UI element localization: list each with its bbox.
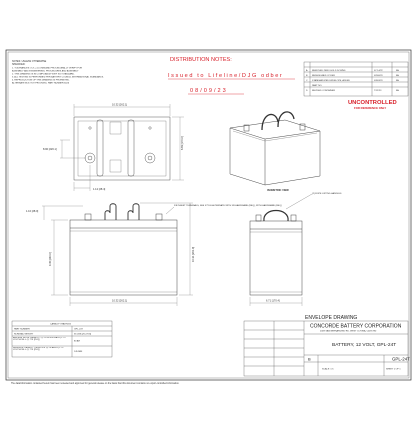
rev-desc: REDESIGNED COVER [312, 74, 335, 77]
note-line: 4. REPRODUCTION OF THIS DRAWING IS PROHIBITED. [12, 79, 70, 82]
sheet-size: B [308, 356, 311, 362]
dim-top-inner: 8.90 [226.1] [43, 148, 57, 151]
handle-slot [97, 120, 103, 176]
sheet-number: SHEET 1 OF 1 [386, 368, 401, 371]
rev-letter: C [306, 79, 308, 82]
front-view [70, 204, 177, 295]
drawing-scale: SCALE: 1:5 [322, 368, 334, 371]
rev-desc: PART NO. [312, 84, 323, 87]
capacity-label: AMPERE HOUR CAPACITY @ 20 HOUR RATE (1.75 VOLTS/CELL @ 77F [25C]) [13, 336, 66, 342]
revision-rows [306, 69, 399, 92]
dim-top-depth: 6.69 [170.0] [181, 136, 184, 150]
capacity-value: GPL-24T [74, 328, 83, 331]
side-handle [264, 211, 288, 222]
callout-terminal: 3/8 INSERT TERMINALS, SEE STYLE ALTERNATE WITH 3/8 HARDWARE (REQ), WITH HARDWARE (REQ) [174, 205, 282, 207]
front-terminal [156, 214, 162, 220]
iso-handle [278, 112, 294, 127]
dim-top-offset: 1.12 [28.4] [93, 188, 106, 191]
product-title: BATTERY, 12 VOLT, GPL-24T [332, 343, 397, 348]
rev-date: 02/06/23 [374, 74, 383, 77]
capacity-label: PART NUMBER [14, 328, 30, 331]
rev-date: 03/03/23 [374, 79, 383, 82]
isometric-view [230, 112, 320, 185]
company-name: CONCORDE BATTERY CORPORATION [310, 323, 402, 330]
drawing-number: GPL-24T [392, 356, 410, 362]
capacity-value: 80 AH [74, 340, 80, 343]
capacity-value: 145 MIN [74, 351, 83, 353]
rev-letter: B [306, 74, 308, 77]
rev-letter: A [306, 69, 308, 72]
terminal-post [145, 153, 155, 163]
note-line: 1. TOLERANCES: X.X = ±0.5 MM AND PROCEDURALLY VERIFY FOR [12, 67, 82, 70]
rev-date: 7/12/23 [374, 89, 382, 92]
note-line: ASSEMBLY AND ENGINEERING, PROCEDURES AND ASSEMBLY [12, 70, 79, 73]
note-line: 3. ALL TESTING IS PERFORMED PER BATTERY COUNCIL INTERNATIONAL STANDARDS. [12, 76, 104, 79]
envelope-label: ENVELOPE DRAWING [305, 315, 358, 321]
uncontrolled-title: UNCONTROLLED [348, 100, 397, 106]
rev-desc: REMOVED ZERO HOLD DOWNS [312, 69, 346, 72]
notes-header: NOTES: UNLESS OTHERWISE [12, 60, 47, 63]
distribution-notes [168, 57, 295, 94]
front-terminal [85, 214, 91, 220]
notes-specified: SPECIFIED: [12, 63, 26, 66]
note-line: 2. THIS DRAWING IS IN COMPLIANCE WITH ISO STANDARD. [12, 73, 75, 76]
rev-desc: REVISED CONTAINER [312, 89, 335, 92]
terminal-post [85, 153, 95, 163]
company-address: 2009 SAN BERNARDINO RD. WEST COVINA, CA 91790 [320, 330, 377, 333]
top-view-outline [74, 117, 170, 180]
notes-block [12, 60, 104, 85]
rev-desc: STANDARDIZED ENVELOPE, ADDED [312, 79, 351, 82]
top-view [74, 117, 170, 180]
capacity-label: NOMINAL WEIGHT [14, 333, 34, 336]
front-view-outline [70, 220, 177, 295]
front-handle [128, 204, 139, 220]
rev-letter: D [306, 89, 308, 92]
distribution-date: 08/09/23 [190, 88, 228, 94]
footer-notice: The data/information contained herein has been reviewed and approved for general release on the basis that this document contains no export-controlled information. [11, 383, 180, 385]
uncontrolled-subtitle: FOR REFERENCE ONLY [354, 106, 387, 110]
dim-front-side: 1.10 [28.0] [26, 210, 39, 213]
dim-front-width: 10.32 [262.1] [112, 299, 128, 303]
dim-side-width: 6.71 [170.4] [266, 299, 280, 303]
rev-by: BH [396, 89, 400, 92]
rev-by: BH [396, 74, 400, 77]
note-line: ALTERNATE BOLT KIT PROVIDED, PART NUMBER 6026 [12, 82, 70, 85]
dim-front-total: 10.31 [261.9] [192, 246, 195, 262]
side-terminal [291, 215, 296, 221]
rev-by: BH [396, 79, 400, 82]
handle-slot [128, 120, 134, 176]
distribution-issued: Issued to Lifeline/DJG odber [168, 73, 284, 79]
front-handle [105, 204, 116, 220]
distribution-title: DISTRIBUTION NOTES: [170, 57, 232, 63]
side-terminal [256, 215, 261, 221]
rev-date: 07-14/22 [374, 69, 383, 72]
dim-front-height: 9.45 [240.0] [49, 252, 52, 266]
side-view [250, 211, 302, 296]
dim-top-width: 10.32 [262.1] [112, 103, 128, 107]
capacity-title: CAPACITY RATINGS [50, 323, 71, 326]
front-view-dimensions [42, 203, 193, 306]
callout-handles: (2) ROPE LIFTING HANDLES [312, 193, 342, 195]
capacity-label: RESERVE CAPACITY MINUTES @ 25 AMPS (1.75 VOLTS/CELL @ 77F [25C]) [13, 346, 64, 352]
isometric-label: ISOMETRIC VIEW [267, 189, 289, 192]
rev-by: BH [396, 69, 400, 72]
capacity-value: 56 LBS [25.4 KG] [74, 333, 92, 336]
